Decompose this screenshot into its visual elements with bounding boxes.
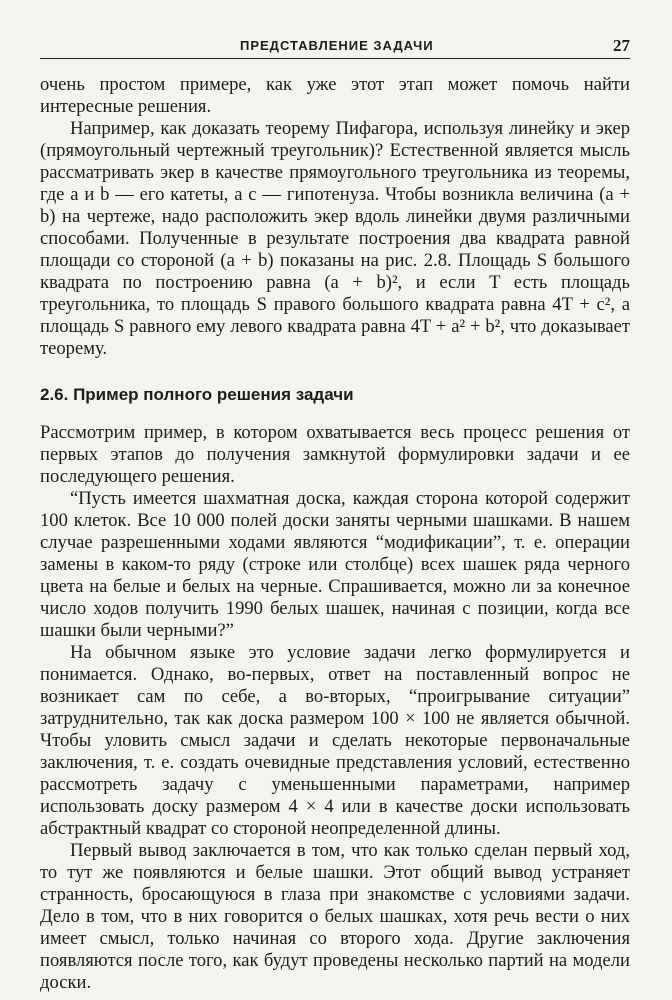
section-intro-paragraph: Рассмотрим пример, в котором охватывается весь процесс решения от первых этапов до получения замкнутой формулировки задачи и ее последующего решения.: [40, 422, 630, 487]
problem-statement-paragraph: “Пусть имеется шахматная доска, каждая сторона которой содержит 100 клеток. Все 10 000 полей доски заняты черными шашками. В нашем случае разрешенными ходами являются “модификации”, т. е. операции замены в каком-то ряду (строке или столбце) всех шашек ряда черного цвета на белые и белых на черные. Спрашивается, можно ли за конечное число ходов получить 1990 белых шашек, начиная с позиции, когда все шашки были черными?”: [40, 488, 630, 641]
running-head-title: ПРЕДСТАВЛЕНИЕ ЗАДАЧИ: [240, 38, 434, 53]
section-heading: 2.6. Пример полного решения задачи: [40, 385, 354, 404]
running-head: [40, 36, 630, 59]
paragraph-continued: очень простом примере, как уже этот этап может помочь найти интересные решения.: [40, 74, 630, 117]
paragraph-pythagoras: Например, как доказать теорему Пифагора, используя линейку и экер (прямоугольный чертежный треугольник)? Естественной является мысль рассматривать экер в качестве прямоугольного треугольника из теоремы, где a и b — его катеты, а c — гипотенуза. Чтобы возникла величина (a + b) на чертеже, надо расположить экер вдоль линейки двумя различными способами. Полученные в результате построения два квадрата равной площади со стороной (a + b) показаны на рис. 2.8. Площадь S большого квадрата по построению равна (a + b)², и если T есть площадь треугольника, то площадь S правого большого квадрата равна 4T + c², а площадь S равного ему левого квадрата равна 4T + a² + b², что доказывает теорему.: [40, 118, 630, 359]
page-body: [40, 74, 630, 994]
page-number: 27: [613, 36, 630, 55]
discussion-paragraph: На обычном языке это условие задачи легко формулируется и понимается. Однако, во-первых, ответ на поставленный вопрос не возникает сам по себе, а во-вторых, “проигрывание ситуации” затруднительно, так как доска размером 100 × 100 не является обычной. Чтобы уловить смысл задачи и сделать некоторые первоначальные заключения, т. е. создать очевидные представления условий, естественно рассмотреть задачу с уменьшенными параметрами, например использовать доску размером 4 × 4 или в качестве доски использовать абстрактный квадрат со стороной неопределенной длины.: [40, 642, 630, 839]
first-conclusion-paragraph: Первый вывод заключается в том, что как только сделан первый ход, то тут же появляются и белые шашки. Этот общий вывод устраняет странность, бросающуюся в глаза при знакомстве с условиями задачи. Дело в том, что в них говорится о белых шашках, хотя речь вести о них имеет смысл, только начиная со второго хода. Другие заключения появляются после того, как будут проведены несколько партий на модели доски.: [40, 840, 630, 993]
